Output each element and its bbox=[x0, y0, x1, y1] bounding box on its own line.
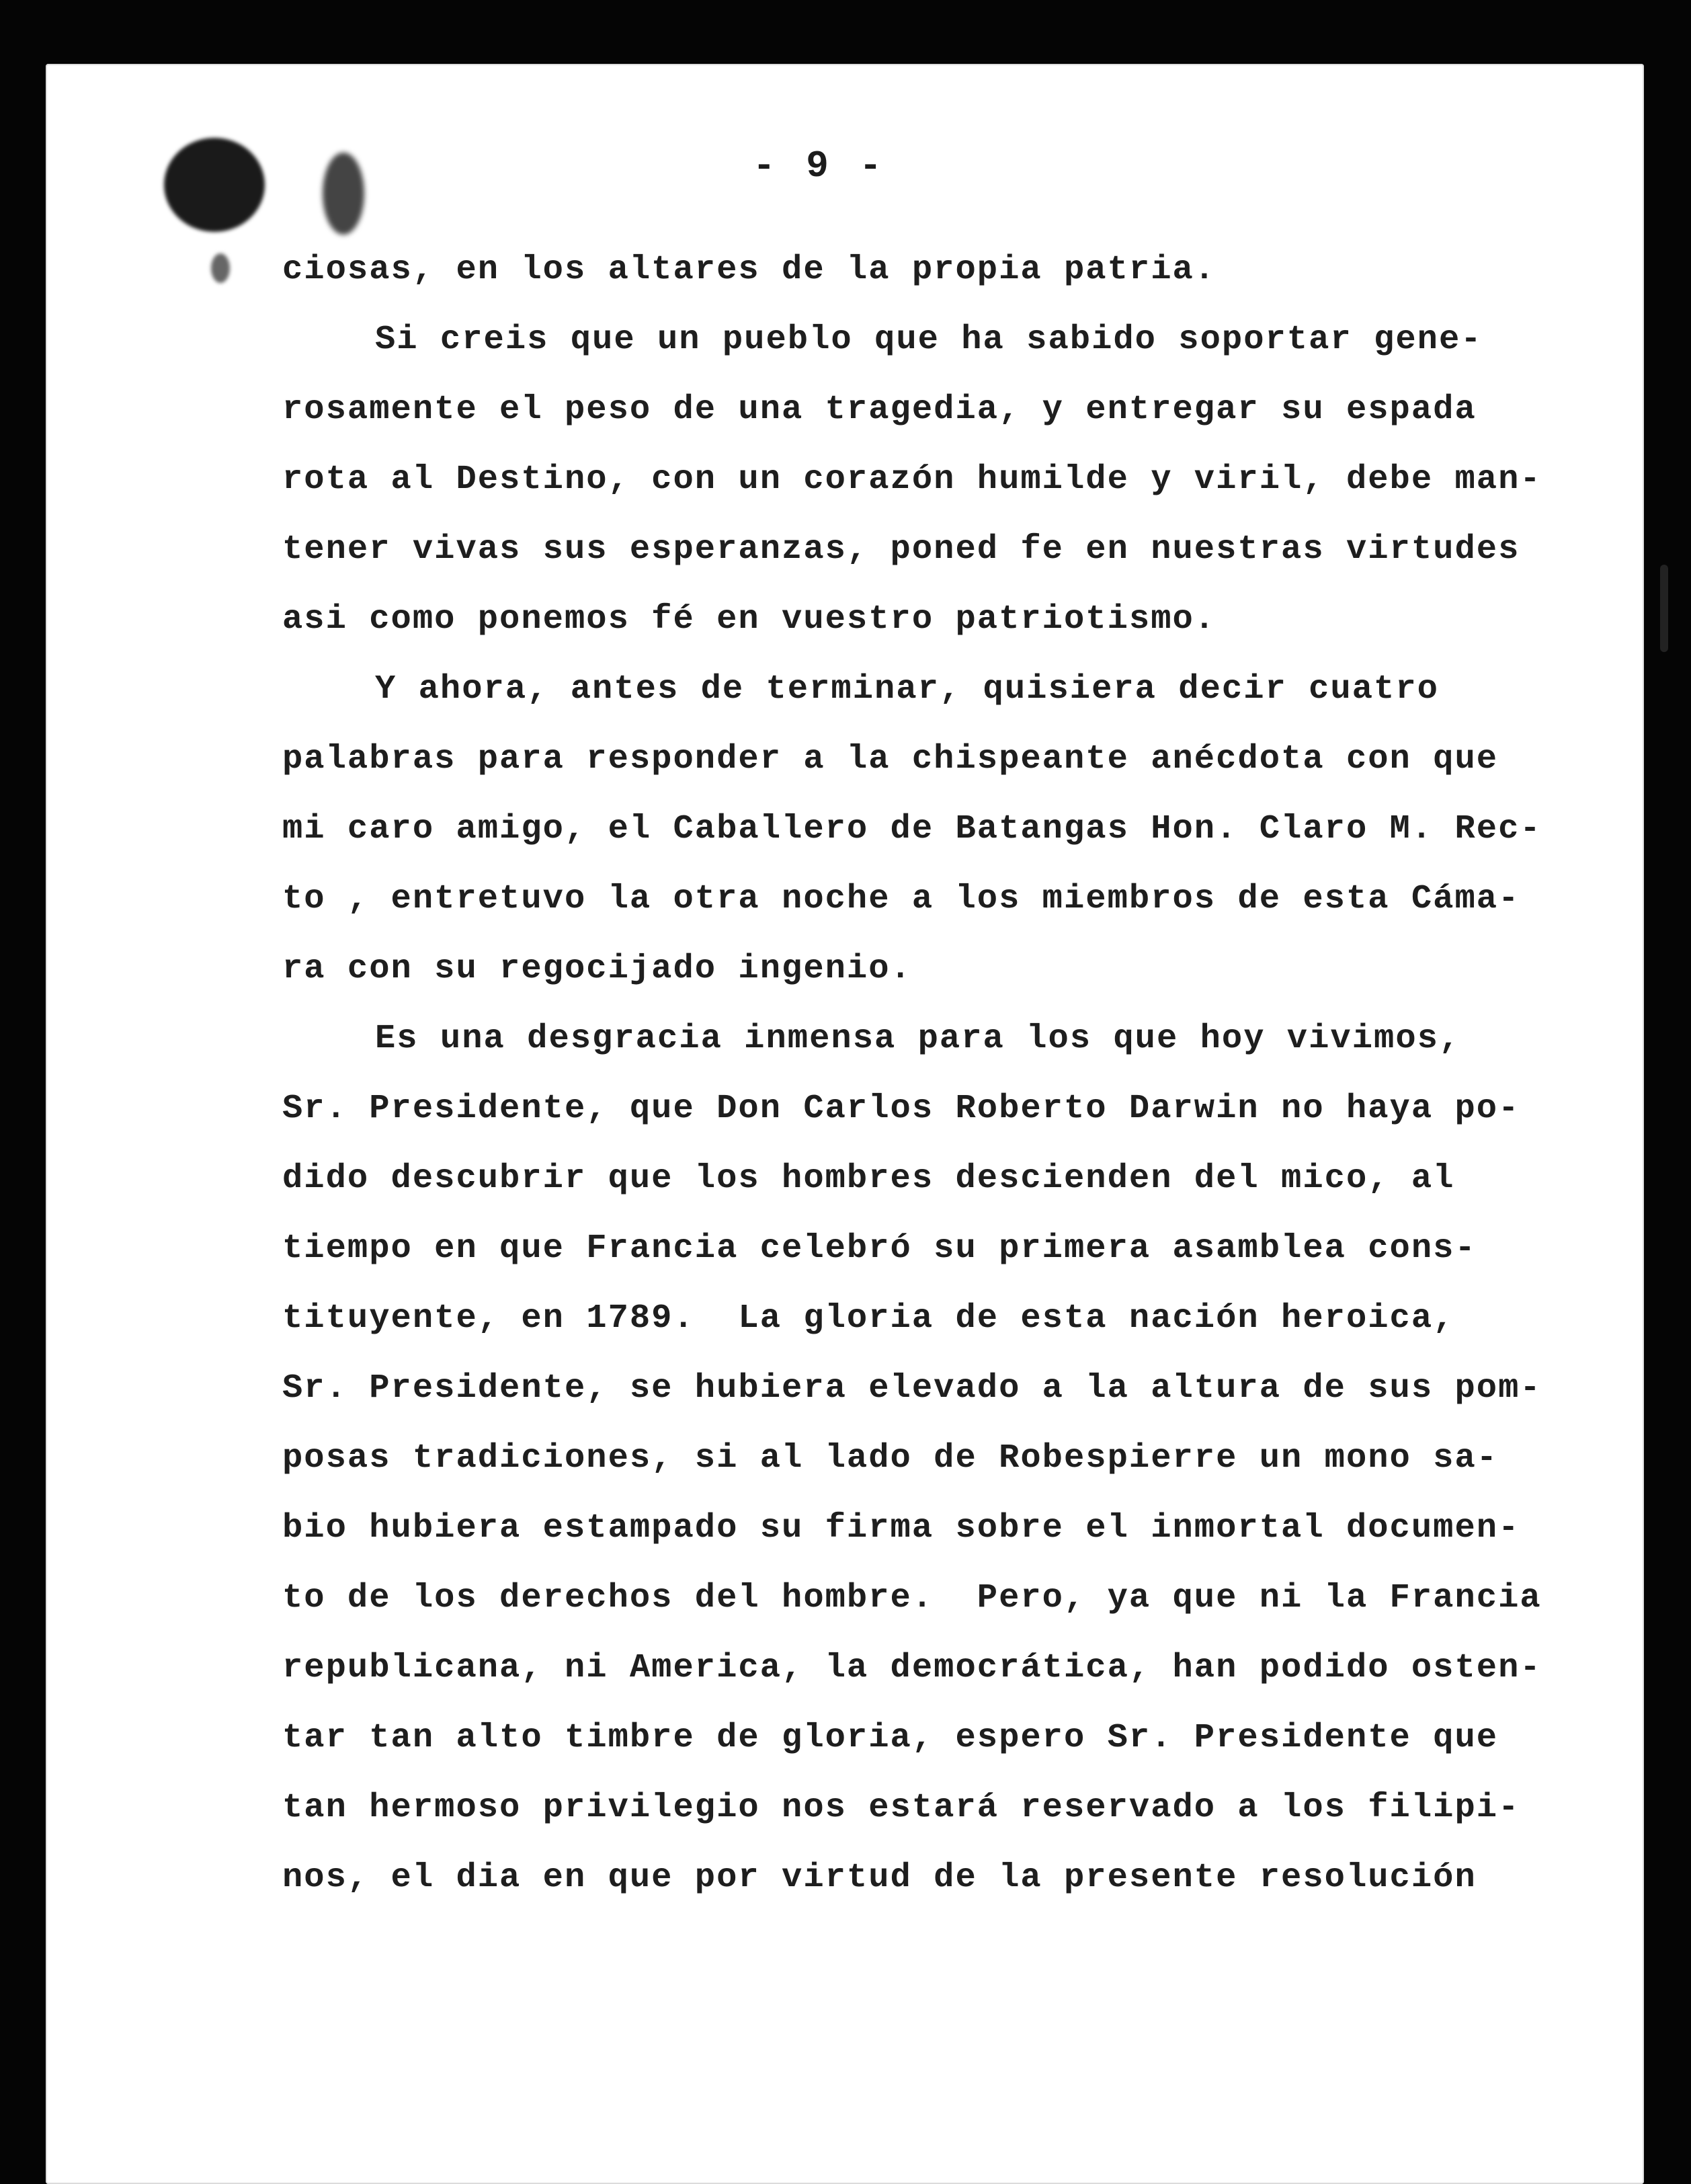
text-line: tan hermoso privilegio nos estará reservado a los filipi- bbox=[282, 1789, 1520, 1827]
text-line: nos, el dia en que por virtud de la presente resolución bbox=[282, 1859, 1477, 1897]
text-line: bio hubiera estampado su firma sobre el inmortal documen- bbox=[282, 1509, 1520, 1547]
ink-spot bbox=[211, 253, 230, 283]
text-line: Es una desgracia inmensa para los que hoy vivimos, bbox=[375, 1020, 1461, 1058]
text-line: tituyente, en 1789. La gloria de esta nación heroica, bbox=[282, 1299, 1455, 1338]
text-line: posas tradiciones, si al lado de Robespierre un mono sa- bbox=[282, 1439, 1499, 1478]
text-line: ra con su regocijado ingenio. bbox=[282, 950, 912, 988]
text-line: rota al Destino, con un corazón humilde y viril, debe man- bbox=[282, 460, 1542, 499]
punch-hole-mark bbox=[164, 138, 265, 232]
text-line: dido descubrir que los hombres descienden del mico, al bbox=[282, 1160, 1455, 1198]
punch-hole-mark-small bbox=[323, 153, 364, 235]
text-line: tiempo en que Francia celebró su primera asamblea cons- bbox=[282, 1229, 1477, 1268]
text-line: to , entretuvo la otra noche a los miembros de esta Cáma- bbox=[282, 880, 1520, 918]
page-edge-shadow bbox=[1660, 565, 1668, 652]
text-line: republicana, ni America, la democrática, han podido osten- bbox=[282, 1649, 1542, 1687]
text-line: asi como ponemos fé en vuestro patriotismo. bbox=[282, 600, 1216, 639]
text-line: Sr. Presidente, que Don Carlos Roberto Darwin no haya po- bbox=[282, 1090, 1520, 1128]
text-line: tar tan alto timbre de gloria, espero Sr. Presidente que bbox=[282, 1719, 1499, 1757]
text-line: to de los derechos del hombre. Pero, ya que ni la Francia bbox=[282, 1579, 1542, 1617]
text-line: ciosas, en los altares de la propia patria. bbox=[282, 251, 1216, 289]
text-line: rosamente el peso de una tragedia, y entregar su espada bbox=[282, 391, 1477, 429]
text-line: tener vivas sus esperanzas, poned fe en nuestras virtudes bbox=[282, 530, 1520, 569]
text-line: mi caro amigo, el Caballero de Batangas Hon. Claro M. Rec- bbox=[282, 810, 1542, 848]
text-line: Sr. Presidente, se hubiera elevado a la altura de sus pom- bbox=[282, 1369, 1542, 1408]
page-number: - 9 - bbox=[753, 145, 886, 188]
typed-text-body bbox=[282, 235, 1600, 1913]
text-line: palabras para responder a la chispeante anécdota con que bbox=[282, 740, 1499, 778]
text-line: Y ahora, antes de terminar, quisiera decir cuatro bbox=[375, 670, 1439, 709]
text-line: Si creis que un pueblo que ha sabido soportar gene- bbox=[375, 321, 1483, 359]
